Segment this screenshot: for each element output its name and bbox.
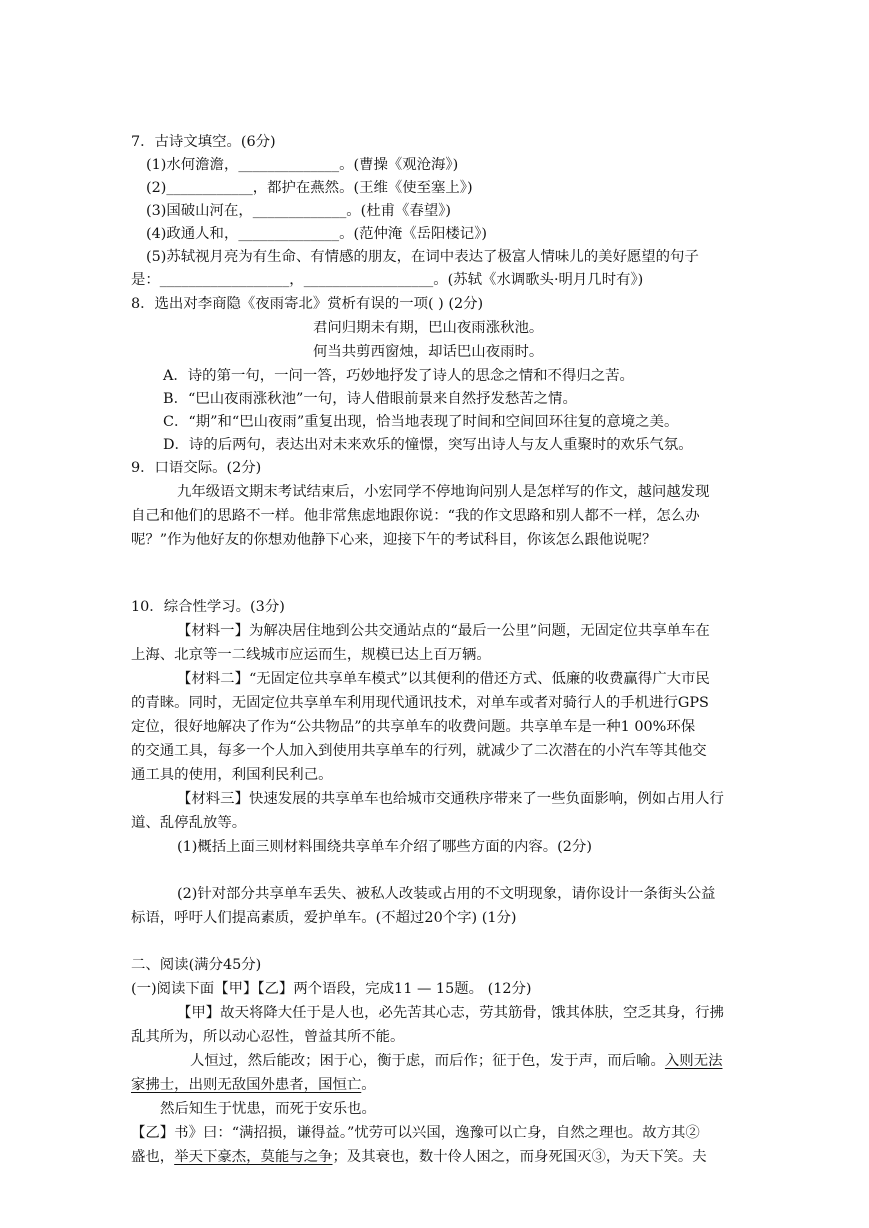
underlined-phrase-2: 举天下豪杰，莫能与之争 xyxy=(174,1149,333,1165)
passage-jia-line-3-text: 人恒过，然后能改；困于心，衡于虑，而后作；征于色，发于声，而后喻。 xyxy=(190,1053,665,1069)
question-8-option-b: B．“巴山夜雨涨秋池”一句，诗人借眼前景来自然抒发愁苦之情。 xyxy=(163,391,577,407)
poem-line-1: 君问归期未有期，巴山夜雨涨秋池。 xyxy=(313,320,544,336)
question-9-heading: 9．口语交际。(2分) xyxy=(131,460,262,476)
passage-jia-line-2: 乱其所为，所以动心忍性，曾益其所不能。 xyxy=(131,1029,405,1045)
question-10-sub-2-line-2: 标语，呼吁人们提高素质，爱护单车。(不超过20个字) (1分) xyxy=(131,910,517,926)
question-9-paragraph-line-2: 自己和他们的思路不一样。他非常焦虑地跟你说：“我的作文思路和别人都不一样，怎么办 xyxy=(131,508,700,524)
question-7-item-1: (1)水何澹澹，______________。(曹操《观沧海》) xyxy=(146,157,459,173)
material-1-line-1: 【材料一】为解决居住地到公共交通站点的“最后一公里”问题，无固定位共享单车在 xyxy=(177,623,710,639)
question-9-paragraph-line-1: 九年级语文期末考试结束后，小宏同学不停地询问别人是怎样写的作文，越问越发现 xyxy=(177,484,710,500)
question-7-item-5-line-2: 是：__________________，__________________。(苏轼《水调歌头·明月几时有》) xyxy=(131,272,644,288)
question-7-item-3: (3)国破山河在，_____________。(杜甫《春望》) xyxy=(146,203,452,219)
underlined-phrase-1b: 家拂士，出则无敌国外患者，国恒亡 xyxy=(131,1077,362,1093)
question-7-item-2: (2)____________，都护在燕然。(王维《使至塞上》) xyxy=(146,180,473,196)
passage-yi-line-2 xyxy=(131,1147,707,1167)
material-2-line-3: 定位，很好地解决了作为“公共物品”的共享单车的收费问题。共享单车是一种1 00%环保 xyxy=(131,719,696,735)
passage-yi-line-1: 【乙】书》曰：“满招损，谦得益。”忧劳可以兴国，逸豫可以亡身，自然之理也。故方其② xyxy=(131,1125,700,1141)
question-7-item-5-line-1: (5)苏轼视月亮为有生命、有情感的朋友，在词中表达了极富人情味儿的美好愿望的句子 xyxy=(146,249,699,265)
question-7-heading: 7．古诗文填空。(6分) xyxy=(131,134,276,150)
passage-jia-line-4 xyxy=(131,1075,376,1095)
passage-yi-line-2-start: 盛也， xyxy=(131,1149,175,1165)
underlined-phrase-1a: 入则无法 xyxy=(664,1053,723,1069)
poem-line-2: 何当共剪西窗烛，却话巴山夜雨时。 xyxy=(313,344,544,360)
passage-jia-line-1: 【甲】故天将降大任于是人也，必先苦其心志，劳其筋骨，饿其体肤，空乏其身，行拂 xyxy=(177,1005,724,1021)
passage-jia-line-4-end: 。 xyxy=(361,1077,376,1093)
question-8-option-c: C．“期”和“巴山夜雨”重复出现，恰当地表现了时间和空间回环往复的意境之美。 xyxy=(163,414,679,430)
question-8-option-d: D．诗的后两句，表达出对未来欢乐的憧憬，突写出诗人与友人重聚时的欢乐气氛。 xyxy=(163,437,693,453)
question-7-item-4: (4)政通人和，______________。(范仲淹《岳阳楼记》) xyxy=(146,226,488,242)
question-8-option-a: A．诗的第一句，一问一答，巧妙地抒发了诗人的思念之情和不得归之苦。 xyxy=(163,368,634,384)
passage-jia-line-3 xyxy=(190,1051,722,1071)
question-10-sub-2-line-1: (2)针对部分共享单车丢失、被私人改装或占用的不文明现象，请你设计一条街头公益 xyxy=(177,886,716,902)
section-2-part-1-heading: (一)阅读下面【甲】【乙】两个语段，完成11 — 15题。 (12分) xyxy=(131,981,532,997)
section-2-heading: 二、阅读(满分45分) xyxy=(131,957,262,973)
question-10-heading: 10．综合性学习。(3分) xyxy=(131,599,285,615)
passage-yi-line-2-rest: ；及其衰也，数十伶人困之，而身死国灭③，为天下笑。夫 xyxy=(332,1149,707,1165)
question-9-paragraph-line-3: 呢？”作为他好友的你想劝他静下心来，迎接下午的考试科目，你该怎么跟他说呢？ xyxy=(131,532,657,548)
material-3-line-1: 【材料三】快速发展的共享单车也给城市交通秩序带来了一些负面影响，例如占用人行 xyxy=(177,791,724,807)
material-2-line-2: 的青睐。同时，无固定位共享单车利用现代通讯技术，对单车或者对骑行人的手机进行GPS xyxy=(131,695,709,711)
question-8-heading: 8．选出对李商隐《夜雨寄北》赏析有误的一项( ) (2分) xyxy=(131,296,484,312)
material-2-line-5: 通工具的使用，利国利民利己。 xyxy=(131,767,333,783)
passage-jia-line-5: 然后知生于忧患，而死于安乐也。 xyxy=(160,1101,376,1117)
question-10-sub-1: (1)概括上面三则材料围绕共享单车介绍了哪些方面的内容。(2分) xyxy=(177,839,592,855)
material-1-line-2: 上海、北京等一二线城市应运而生，规模已达上百万辆。 xyxy=(131,647,491,663)
material-3-line-2: 道、乱停乱放等。 xyxy=(131,815,247,831)
material-2-line-1: 【材料二】“无固定位共享单车模式”以其便利的借还方式、低廉的收费赢得广大市民 xyxy=(177,671,710,687)
material-2-line-4: 的交通工具，每多一个人加入到使用共享单车的行列，就减少了二次潜在的小汽车等其他交 xyxy=(131,743,707,759)
